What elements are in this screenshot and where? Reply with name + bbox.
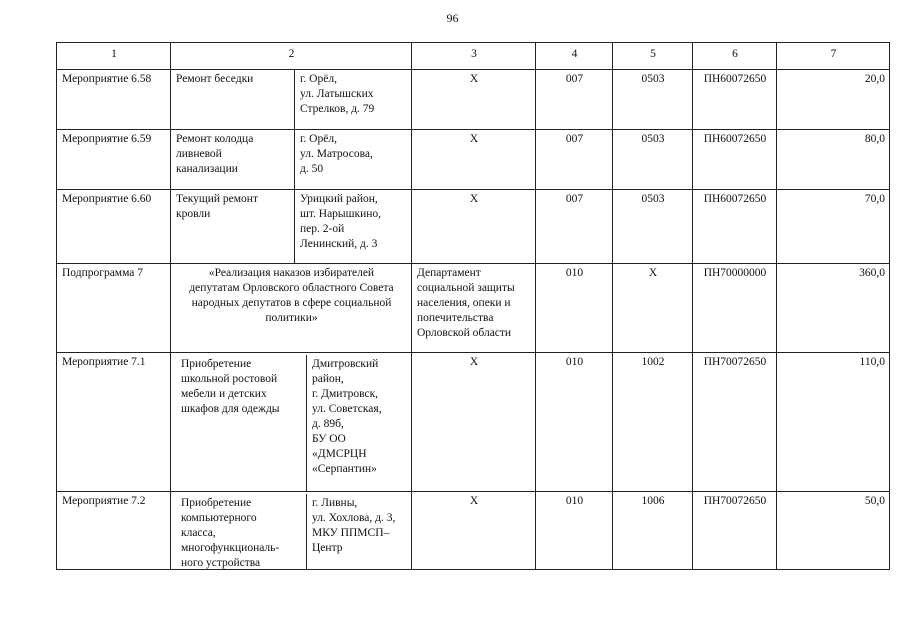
row-code: Мероприятие 6.59 <box>57 130 171 190</box>
row-amount: 360,0 <box>777 264 890 353</box>
row-amount: 70,0 <box>777 190 890 264</box>
row-code: Мероприятие 6.58 <box>57 70 171 130</box>
row-name-address <box>171 492 412 570</box>
header-cell-3: 3 <box>412 43 536 70</box>
row-col4: 010 <box>536 492 613 570</box>
row-name: Приобретение школьной ростовой мебели и детских шкафов для одежды <box>176 355 307 491</box>
row-executor: Х <box>412 130 536 190</box>
row-name-address <box>171 353 412 492</box>
row-executor: Департамент социальной защиты населения, опеки и попечительства Орловской области <box>412 264 536 353</box>
header-cell-4: 4 <box>536 43 613 70</box>
row-col4: 007 <box>536 130 613 190</box>
header-cell-7: 7 <box>777 43 890 70</box>
header-cell-6: 6 <box>693 43 777 70</box>
row-col6: ПН70072650 <box>693 492 777 570</box>
table-row <box>57 492 890 570</box>
row-col4: 007 <box>536 190 613 264</box>
table-row-subprogram <box>57 264 890 353</box>
row-executor: Х <box>412 190 536 264</box>
row-executor: Х <box>412 353 536 492</box>
table-row <box>57 70 890 130</box>
header-cell-2: 2 <box>171 43 412 70</box>
table-row <box>57 130 890 190</box>
row-name: Приобретение компьютерного класса, многофункциональ- ного устройства <box>176 494 307 569</box>
row-code: Мероприятие 6.60 <box>57 190 171 264</box>
row-col6: ПН60072650 <box>693 130 777 190</box>
table-header-row <box>57 43 890 70</box>
row-col5: 1002 <box>613 353 693 492</box>
row-code: Подпрограмма 7 <box>57 264 171 353</box>
row-col5: 0503 <box>613 70 693 130</box>
row-name: Ремонт беседки <box>171 70 295 130</box>
row-col6: ПН60072650 <box>693 70 777 130</box>
table-row <box>57 190 890 264</box>
row-address: г. Орёл, ул. Латышских Стрелков, д. 79 <box>295 70 412 130</box>
row-col5: Х <box>613 264 693 353</box>
row-code: Мероприятие 7.1 <box>57 353 171 492</box>
row-amount: 110,0 <box>777 353 890 492</box>
subprogram-title: «Реализация наказов избирателей депутатам Орловского областного Совета народных депутатов в сфере социальной политики» <box>171 264 412 353</box>
table-row <box>57 353 890 492</box>
row-address: Урицкий район, шт. Нарышкино, пер. 2-ой Ленинский, д. 3 <box>295 190 412 264</box>
row-col6: ПН70000000 <box>693 264 777 353</box>
row-col4: 010 <box>536 353 613 492</box>
row-col4: 007 <box>536 70 613 130</box>
row-col6: ПН60072650 <box>693 190 777 264</box>
page-number: 96 <box>446 11 459 25</box>
row-col5: 0503 <box>613 190 693 264</box>
row-address: Дмитровский район, г. Дмитровск, ул. Советская, д. 89б, БУ ОО «ДМСРЦН «Серпантин» <box>312 358 382 475</box>
row-amount: 50,0 <box>777 492 890 570</box>
row-executor: Х <box>412 70 536 130</box>
row-code: Мероприятие 7.2 <box>57 492 171 570</box>
row-address: г. Ливны, ул. Хохлова, д. 3, МКУ ППМСП– Центр <box>312 497 396 554</box>
row-address: г. Орёл, ул. Матросова, д. 50 <box>295 130 412 190</box>
header-cell-5: 5 <box>613 43 693 70</box>
budget-table <box>56 42 890 570</box>
row-col5: 0503 <box>613 130 693 190</box>
row-col6: ПН70072650 <box>693 353 777 492</box>
row-amount: 80,0 <box>777 130 890 190</box>
row-amount: 20,0 <box>777 70 890 130</box>
row-executor: Х <box>412 492 536 570</box>
row-col5: 1006 <box>613 492 693 570</box>
row-col4: 010 <box>536 264 613 353</box>
row-name: Текущий ремонт кровли <box>171 190 295 264</box>
row-name: Ремонт колодца ливневой канализации <box>171 130 295 190</box>
header-cell-1: 1 <box>57 43 171 70</box>
